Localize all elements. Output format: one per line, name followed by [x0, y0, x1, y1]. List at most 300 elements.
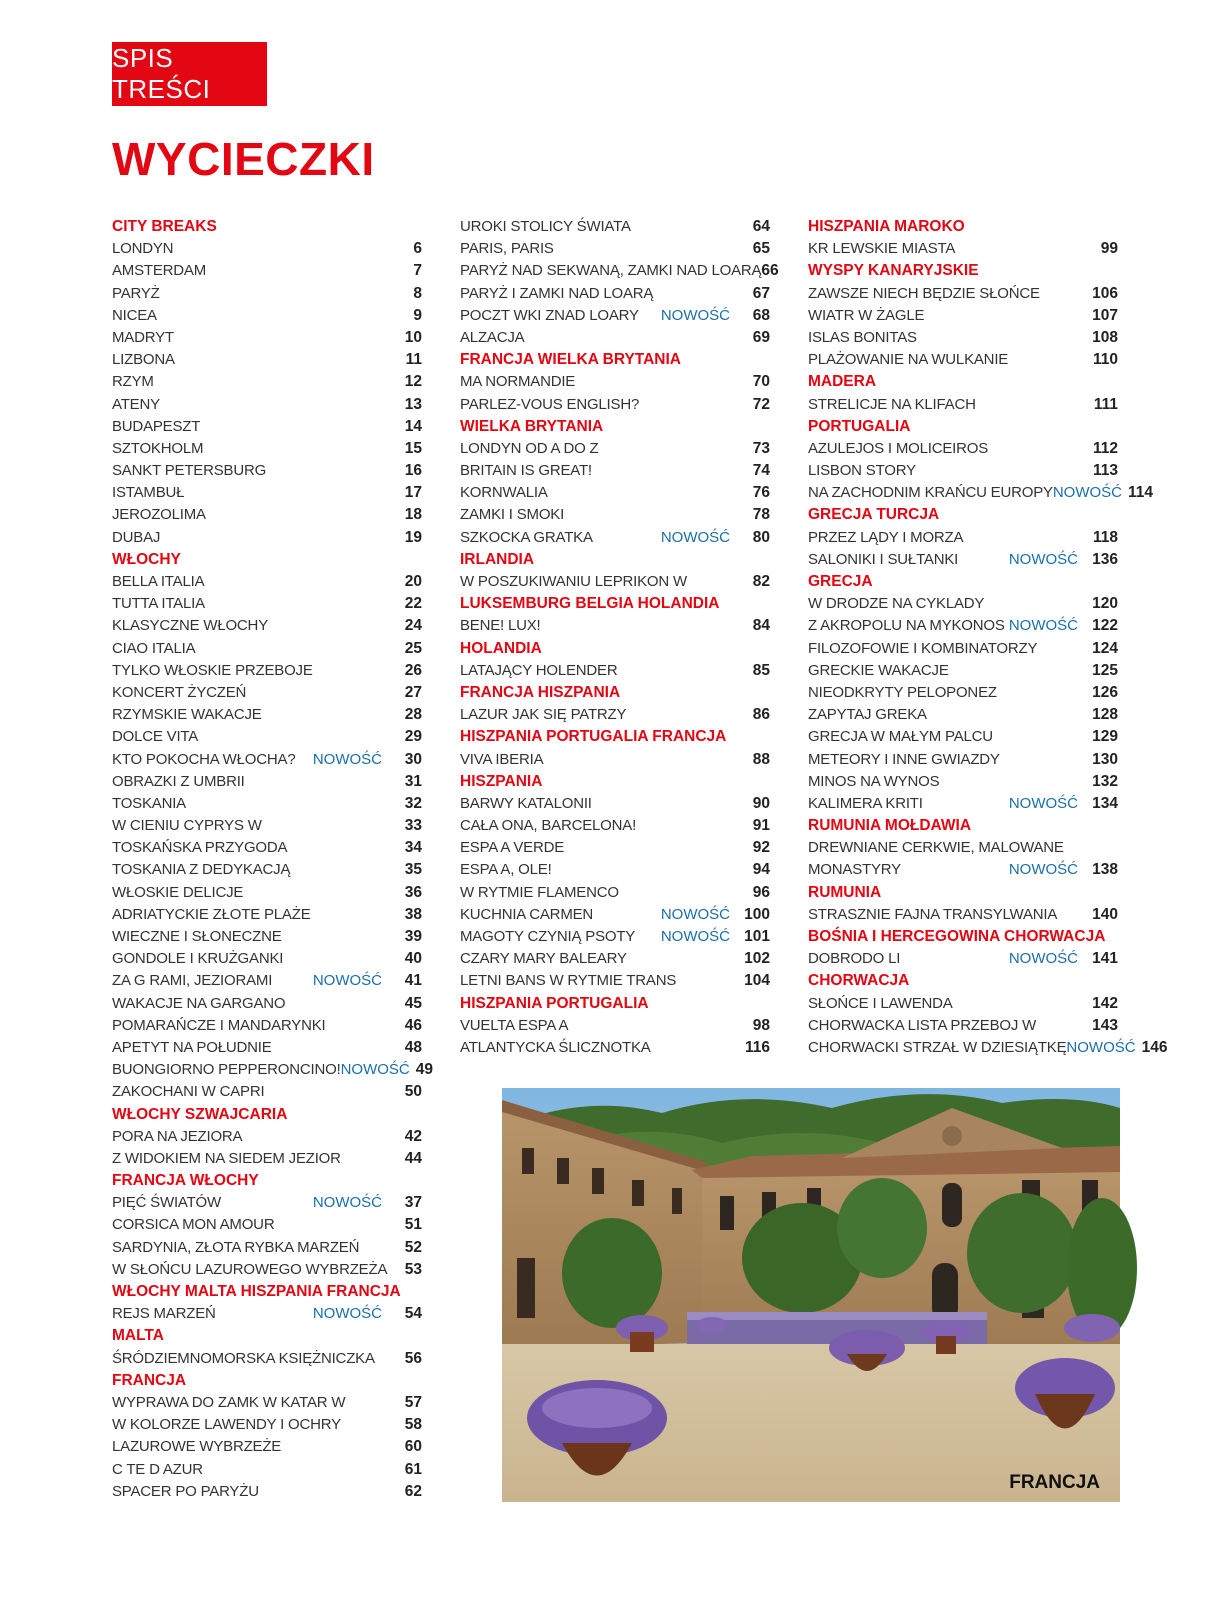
toc-section-heading: CITY BREAKS	[112, 218, 217, 235]
toc-entry-title: ATENY	[112, 395, 160, 413]
toc-section-heading: MADERA	[808, 373, 877, 391]
toc-page-number: 9	[413, 306, 422, 324]
toc-entry-title: MADRYT	[112, 328, 174, 346]
toc-page-number: 85	[752, 661, 770, 679]
toc-entry	[460, 438, 770, 460]
toc-entry-title: CZARY MARY BALEARY	[460, 950, 627, 968]
toc-page-number: 24	[404, 617, 422, 635]
new-badge: NOWOŚĆ	[1066, 1038, 1136, 1056]
toc-entry-title: CHORWACKA LISTA PRZEBOJ W	[808, 1016, 1037, 1034]
toc-page-number: 44	[404, 1149, 422, 1167]
toc-entry-title: C TE D AZUR	[112, 1460, 203, 1478]
toc-entry-title: NA ZACHODNIM KRAŃCU EUROPY	[808, 484, 1053, 502]
toc-page-number: 26	[404, 661, 422, 679]
toc-entry-title: ISLAS BONITAS	[808, 328, 917, 346]
toc-page-number: 12	[404, 373, 422, 391]
toc-entry-title: FILOZOFOWIE I KOMBINATORZY	[808, 639, 1038, 657]
toc-section-heading: GRECJA	[808, 573, 873, 590]
toc-entry-title: GRECJA W MAŁYM PALCU	[808, 728, 993, 746]
toc-entry-title: APETYT NA POŁUDNIE	[112, 1038, 272, 1056]
toc-entry-title: POMARAŃCZE I MANDARYNKI	[112, 1016, 326, 1034]
toc-entry-title: ZAPYTAJ GREKA	[808, 706, 927, 724]
toc-entry-title: LISBON STORY	[808, 462, 916, 480]
toc-entry	[112, 1192, 422, 1214]
toc-entry-title: SZTOKHOLM	[112, 439, 204, 457]
toc-page-number: 129	[1092, 728, 1118, 746]
toc-section-heading: FRANCJA	[112, 1371, 187, 1389]
toc-section-heading: HISZPANIA PORTUGALIA FRANCJA	[460, 728, 727, 746]
toc-page-number: 84	[752, 617, 770, 635]
toc-entry	[808, 660, 1118, 682]
toc-entry	[460, 815, 770, 837]
toc-entry-title: ZAWSZE NIECH BĘDZIE SŁOŃCE	[808, 284, 1040, 302]
toc-entry	[808, 704, 1118, 726]
toc-page-number: 19	[404, 528, 422, 546]
toc-entry	[808, 482, 1154, 504]
toc-section-heading: WŁOCHY	[112, 550, 181, 568]
toc-entry	[112, 904, 422, 926]
toc-page-number: 30	[404, 750, 422, 768]
toc-section-heading: LUKSEMBURG BELGIA HOLANDIA	[460, 595, 720, 613]
toc-entry-title: TOSKANIA	[112, 794, 186, 812]
toc-entry-title: OBRAZKI Z UMBRII	[112, 772, 245, 790]
toc-entry-title: CHORWACKI STRZAŁ W DZIESIĄTKĘ	[808, 1038, 1067, 1056]
toc-page-number: 110	[1092, 351, 1118, 369]
toc-page-number: 18	[404, 506, 422, 524]
toc-column-2	[460, 216, 779, 1059]
toc-entry	[112, 615, 422, 637]
france-photo	[502, 1088, 1120, 1502]
toc-entry-title: UROKI STOLICY ŚWIATA	[460, 218, 631, 235]
toc-entry	[112, 305, 422, 327]
toc-entry	[460, 504, 770, 526]
toc-entry-title: METEORY I INNE GWIAZDY	[808, 750, 1000, 768]
toc-entry	[112, 1459, 422, 1481]
toc-entry	[112, 993, 422, 1015]
toc-entry-title: WIECZNE I SŁONECZNE	[112, 928, 282, 945]
toc-entry-title: SPACER PO PARYŻU	[112, 1482, 259, 1500]
toc-entry	[808, 460, 1118, 482]
toc-entry	[808, 1037, 1168, 1059]
toc-entry-title: KUCHNIA CARMEN	[460, 905, 594, 923]
toc-page-number: 50	[404, 1083, 422, 1101]
toc-page-number: 29	[404, 728, 422, 746]
toc-page-number: 130	[1092, 750, 1118, 768]
new-badge: NOWOŚĆ	[312, 972, 382, 990]
toc-page-number: 39	[404, 928, 422, 945]
toc-page-number: 70	[752, 373, 770, 391]
toc-page-number: 68	[752, 306, 770, 324]
toc-entry	[112, 349, 422, 371]
new-badge: NOWOŚĆ	[1052, 484, 1122, 502]
toc-page-number: 16	[404, 462, 422, 480]
toc-section-heading: IRLANDIA	[460, 550, 535, 568]
toc-entry	[112, 283, 422, 305]
toc-entry-title: PARLEZ-VOUS ENGLISH?	[460, 395, 640, 413]
toc-entry-title: VIVA IBERIA	[460, 750, 544, 768]
toc-section-heading: BOŚNIA I HERCEGOWINA CHORWACJA	[808, 928, 1106, 945]
toc-page-number: 106	[1092, 284, 1118, 302]
toc-entry	[112, 527, 422, 549]
toc-page-number: 31	[404, 772, 422, 790]
toc-entry-title: ZA G RAMI, JEZIORAMI	[112, 972, 273, 990]
toc-entry-title: SŁOŃCE I LAWENDA	[808, 994, 953, 1012]
toc-entry-title: RZYMSKIE WAKACJE	[112, 706, 262, 724]
toc-page-number: 27	[404, 683, 422, 701]
new-badge: NOWOŚĆ	[1008, 794, 1078, 812]
toc-entry-title: BELLA ITALIA	[112, 573, 205, 590]
toc-page-number: 66	[761, 262, 779, 280]
toc-entry-title: AZULEJOS I MOLICEIROS	[808, 439, 989, 457]
new-badge: NOWOŚĆ	[340, 1061, 410, 1079]
toc-page-number: 51	[404, 1216, 422, 1234]
toc-entry	[460, 704, 770, 726]
toc-section-heading: WŁOCHY MALTA HISZPANIA FRANCJA	[112, 1283, 401, 1300]
toc-page-number: 104	[744, 972, 770, 990]
toc-entry	[460, 482, 770, 504]
toc-entry-title: LONDYN OD A DO Z	[460, 439, 599, 457]
toc-entry-title: KORNWALIA	[460, 484, 548, 502]
toc-page-number: 99	[1100, 240, 1118, 258]
toc-entry-title: LAZUROWE WYBRZEŻE	[112, 1438, 282, 1456]
toc-entry-title: CIAO ITALIA	[112, 639, 196, 657]
toc-entry-title: BUDAPESZT	[112, 417, 201, 435]
toc-entry-title: MONASTYRY	[808, 861, 901, 879]
toc-page-number: 114	[1128, 484, 1154, 502]
toc-entry	[808, 682, 1118, 704]
toc-page-number: 120	[1092, 595, 1118, 613]
toc-entry-title: CAŁA ONA, BARCELONA!	[460, 817, 637, 835]
toc-page-number: 49	[415, 1061, 433, 1079]
toc-entry	[112, 438, 422, 460]
toc-entry	[112, 970, 422, 992]
toc-entry-title: RZYM	[112, 373, 154, 391]
toc-entry	[460, 260, 779, 282]
toc-entry-title: W DRODZE NA CYKLADY	[808, 595, 985, 613]
toc-entry-title: TUTTA ITALIA	[112, 595, 205, 613]
toc-entry	[112, 1436, 422, 1458]
toc-entry	[112, 638, 422, 660]
toc-entry	[112, 837, 422, 859]
toc-entry	[112, 1148, 422, 1170]
toc-entry-title: PORA NA JEZIORA	[112, 1127, 243, 1145]
toc-entry	[112, 482, 422, 504]
toc-section-heading: HOLANDIA	[460, 639, 542, 657]
toc-page-number: 34	[404, 839, 422, 857]
toc-entry-title: W POSZUKIWANIU LEPRIKON W	[460, 573, 687, 590]
toc-entry-title: PARYŻ I ZAMKI NAD LOARĄ	[460, 284, 654, 302]
new-badge: NOWOŚĆ	[1008, 617, 1078, 635]
toc-column-1	[112, 216, 433, 1503]
toc-entry-title: SANKT PETERSBURG	[112, 462, 267, 480]
toc-entry	[112, 771, 422, 793]
new-badge: NOWOŚĆ	[312, 750, 382, 768]
toc-page-number: 56	[404, 1349, 422, 1367]
toc-entry	[460, 837, 770, 859]
toc-entry	[460, 615, 770, 637]
toc-page-number: 41	[404, 972, 422, 990]
toc-entry-title: REJS MARZEŃ	[112, 1305, 216, 1323]
toc-entry-title: LETNI BANS W RYTMIE TRANS	[460, 972, 677, 990]
toc-page-number: 15	[404, 439, 422, 457]
toc-entry	[460, 660, 770, 682]
toc-section-heading: RUMUNIA MOŁDAWIA	[808, 817, 972, 835]
toc-entry	[112, 571, 422, 593]
toc-page-number: 20	[404, 573, 422, 590]
toc-entry	[460, 216, 770, 238]
toc-page-number: 102	[744, 950, 770, 968]
toc-entry-title: TOSKAŃSKA PRZYGODA	[112, 839, 288, 857]
toc-entry	[112, 416, 422, 438]
toc-entry	[460, 859, 770, 881]
toc-entry-title: STRASZNIE FAJNA TRANSYLWANIA	[808, 905, 1058, 923]
toc-entry	[112, 1081, 422, 1103]
toc-page-number: 36	[404, 883, 422, 901]
toc-page-number: 76	[752, 484, 770, 502]
toc-entry	[112, 726, 422, 748]
toc-entry-title: PRZEZ LĄDY I MORZA	[808, 528, 964, 546]
toc-page-number: 122	[1092, 617, 1118, 635]
toc-page-number: 28	[404, 706, 422, 724]
toc-entry	[808, 349, 1118, 371]
toc-entry	[808, 593, 1118, 615]
toc-page-number: 62	[404, 1482, 422, 1500]
toc-section-heading: FRANCJA HISZPANIA	[460, 683, 621, 701]
toc-entry-title: DUBAJ	[112, 528, 161, 546]
toc-entry	[460, 926, 770, 948]
section-badge: SPIS TREŚCI	[112, 42, 267, 106]
toc-page-number: 146	[1141, 1038, 1168, 1056]
toc-entry-title: WŁOSKIE DELICJE	[112, 883, 244, 901]
toc-page-number: 57	[404, 1393, 422, 1411]
toc-section-heading: WŁOCHY SZWAJCARIA	[112, 1105, 288, 1123]
toc-entry-title: ADRIATYCKIE ZŁOTE PLAŻE	[112, 905, 311, 923]
toc-entry-title: NIEODKRYTY PELOPONEZ	[808, 683, 997, 701]
toc-entry	[460, 527, 770, 549]
toc-entry	[112, 371, 422, 393]
toc-entry-title: PLAŻOWANIE NA WULKANIE	[808, 351, 1009, 369]
toc-entry-title: SALONIKI I SUŁTANKI	[808, 550, 959, 568]
toc-entry	[460, 904, 770, 926]
toc-page-number: 113	[1092, 462, 1118, 480]
toc-entry-title: WIATR W ŻAGLE	[808, 306, 925, 324]
toc-entry	[112, 682, 422, 704]
toc-entry	[808, 438, 1118, 460]
toc-entry	[808, 638, 1118, 660]
toc-entry-title: ZAKOCHANI W CAPRI	[112, 1083, 265, 1101]
toc-entry-title: BENE! LUX!	[460, 617, 541, 635]
toc-page-number: 116	[744, 1038, 770, 1056]
toc-page-number: 92	[752, 839, 770, 857]
toc-entry-title: ATLANTYCKA ŚLICZNOTKA	[460, 1038, 651, 1056]
toc-page-number: 52	[404, 1238, 422, 1256]
toc-page-number: 98	[752, 1016, 770, 1034]
toc-page-number: 32	[404, 794, 422, 812]
toc-entry	[112, 260, 422, 282]
toc-entry	[112, 1237, 422, 1259]
toc-section-heading: WYSPY KANARYJSKIE	[808, 262, 979, 280]
toc-entry-title: W SŁOŃCU LAZUROWEGO WYBRZEŻA	[112, 1260, 388, 1278]
toc-section-heading: HISZPANIA PORTUGALIA	[460, 994, 649, 1012]
toc-page-number: 48	[404, 1038, 422, 1056]
toc-page-number: 141	[1092, 950, 1118, 968]
toc-entry	[112, 593, 422, 615]
toc-entry-title: KALIMERA KRITI	[808, 794, 923, 812]
toc-section-heading: WIELKA BRYTANIA	[460, 417, 604, 435]
toc-entry	[112, 793, 422, 815]
toc-entry	[112, 704, 422, 726]
toc-page-number: 100	[744, 905, 770, 923]
new-badge: NOWOŚĆ	[660, 928, 730, 945]
toc-entry-title: DOLCE VITA	[112, 728, 199, 746]
toc-entry	[808, 726, 1118, 748]
toc-page-number: 46	[404, 1016, 422, 1034]
toc-page-number: 140	[1092, 905, 1118, 923]
toc-entry-title: SARDYNIA, ZŁOTA RYBKA MARZEŃ	[112, 1238, 360, 1256]
new-badge: NOWOŚĆ	[1008, 550, 1078, 568]
toc-entry	[808, 305, 1118, 327]
toc-section-heading: MALTA	[112, 1327, 164, 1345]
toc-entry	[112, 1392, 422, 1414]
toc-entry-title: PARYŻ	[112, 284, 160, 302]
toc-page-number: 61	[404, 1460, 422, 1478]
toc-entry	[808, 904, 1118, 926]
toc-entry-title: LIZBONA	[112, 351, 175, 369]
toc-entry	[460, 882, 770, 904]
toc-entry-title: BRITAIN IS GREAT!	[460, 462, 592, 480]
toc-entry	[112, 1126, 422, 1148]
new-badge: NOWOŚĆ	[660, 528, 730, 546]
toc-entry	[808, 993, 1118, 1015]
toc-page-number: 107	[1092, 306, 1118, 324]
toc-entry-title: NICEA	[112, 306, 157, 324]
toc-entry-title: KR LEWSKIE MIASTA	[808, 240, 956, 258]
new-badge: NOWOŚĆ	[660, 905, 730, 923]
toc-entry	[112, 1481, 422, 1503]
toc-entry-title: LAZUR JAK SIĘ PATRZY	[460, 706, 627, 724]
toc-entry-title: CORSICA MON AMOUR	[112, 1216, 275, 1234]
toc-entry-title: TOSKANIA Z DEDYKACJĄ	[112, 861, 291, 879]
new-badge: NOWOŚĆ	[312, 1194, 382, 1212]
toc-page-number: 6	[413, 240, 422, 258]
toc-entry	[808, 859, 1118, 881]
abbey-courtyard-image	[502, 1088, 1120, 1502]
toc-entry-title: JEROZOLIMA	[112, 506, 206, 524]
new-badge: NOWOŚĆ	[1008, 950, 1078, 968]
toc-entry-title: GONDOLE I KRUŻGANKI	[112, 950, 284, 968]
toc-entry-title: WYPRAWA DO ZAMK W KATAR W	[112, 1393, 346, 1411]
toc-page-number: 111	[1093, 395, 1118, 413]
toc-page-number: 94	[752, 861, 770, 879]
new-badge: NOWOŚĆ	[1008, 861, 1078, 879]
toc-entry	[460, 238, 770, 260]
toc-entry-title: PIĘĆ ŚWIATÓW	[112, 1194, 221, 1212]
toc-page-number: 65	[752, 240, 770, 258]
toc-page-number: 53	[404, 1260, 422, 1278]
toc-page-number: 118	[1092, 528, 1118, 546]
toc-page-number: 45	[404, 994, 422, 1012]
toc-page-number: 17	[404, 484, 422, 502]
toc-section-heading: HISZPANIA MAROKO	[808, 218, 965, 235]
toc-page-number: 138	[1092, 861, 1118, 879]
toc-entry-title: ZAMKI I SMOKI	[460, 506, 565, 524]
toc-page-number: 134	[1092, 794, 1118, 812]
toc-entry	[112, 327, 422, 349]
toc-entry	[112, 504, 422, 526]
toc-entry-title: PARIS, PARIS	[460, 240, 554, 258]
toc-entry	[460, 283, 770, 305]
toc-entry	[460, 1037, 770, 1059]
toc-page-number: 86	[752, 706, 770, 724]
toc-page-number: 136	[1092, 550, 1118, 568]
toc-page-number: 54	[404, 1305, 422, 1323]
toc-page-number: 124	[1092, 639, 1118, 657]
toc-entry	[112, 1303, 422, 1325]
toc-entry-title: BUONGIORNO PEPPERONCINO!	[112, 1061, 341, 1079]
toc-section-heading: HISZPANIA	[460, 772, 543, 790]
toc-section-heading: CHORWACJA	[808, 972, 910, 990]
toc-entry-title: Z AKROPOLU NA MYKONOS	[808, 617, 1005, 635]
toc-entry-title: ALZACJA	[460, 328, 525, 346]
toc-page-number: 101	[744, 928, 770, 945]
toc-page-number: 7	[413, 262, 422, 280]
toc-entry	[460, 394, 770, 416]
toc-entry	[808, 1015, 1118, 1037]
toc-entry	[112, 660, 422, 682]
toc-entry-title: SZKOCKA GRATKA	[460, 528, 593, 546]
toc-entry	[112, 1015, 422, 1037]
toc-entry-title: GRECKIE WAKACJE	[808, 661, 949, 679]
toc-entry-title: W RYTMIE FLAMENCO	[460, 883, 619, 901]
toc-page-number: 40	[404, 950, 422, 968]
toc-section-heading: PORTUGALIA	[808, 417, 911, 435]
toc-page-number: 73	[752, 439, 770, 457]
toc-entry	[808, 837, 1118, 859]
toc-entry-title: VUELTA ESPA A	[460, 1016, 569, 1034]
toc-entry-title: W CIENIU CYPRYS W	[112, 817, 262, 835]
toc-entry-title: WAKACJE NA GARGANO	[112, 994, 286, 1012]
toc-entry	[460, 305, 770, 327]
toc-page-number: 37	[404, 1194, 422, 1212]
toc-page-number: 96	[752, 883, 770, 901]
toc-entry	[112, 1214, 422, 1236]
toc-page-number: 64	[752, 218, 770, 235]
toc-entry	[112, 460, 422, 482]
toc-entry	[808, 771, 1118, 793]
toc-entry	[808, 549, 1118, 571]
toc-entry	[460, 793, 770, 815]
toc-page-number: 88	[752, 750, 770, 768]
toc-entry	[460, 371, 770, 393]
toc-page-number: 13	[404, 395, 422, 413]
toc-entry	[112, 238, 422, 260]
toc-page-number: 125	[1092, 661, 1118, 679]
toc-page-number: 11	[405, 351, 422, 369]
toc-page-number: 91	[752, 817, 770, 835]
toc-section-heading: GRECJA TURCJA	[808, 506, 940, 524]
toc-entry	[460, 970, 770, 992]
toc-page-number: 25	[404, 639, 422, 657]
toc-entry	[112, 926, 422, 948]
toc-page-number: 35	[404, 861, 422, 879]
toc-page-number: 126	[1092, 683, 1118, 701]
toc-entry-title: MAGOTY CZYNIĄ PSOTY	[460, 928, 636, 945]
toc-entry	[112, 859, 422, 881]
toc-entry-title: KONCERT ŻYCZEŃ	[112, 683, 247, 701]
toc-entry	[460, 460, 770, 482]
toc-page-number: 38	[404, 905, 422, 923]
toc-entry	[112, 948, 422, 970]
